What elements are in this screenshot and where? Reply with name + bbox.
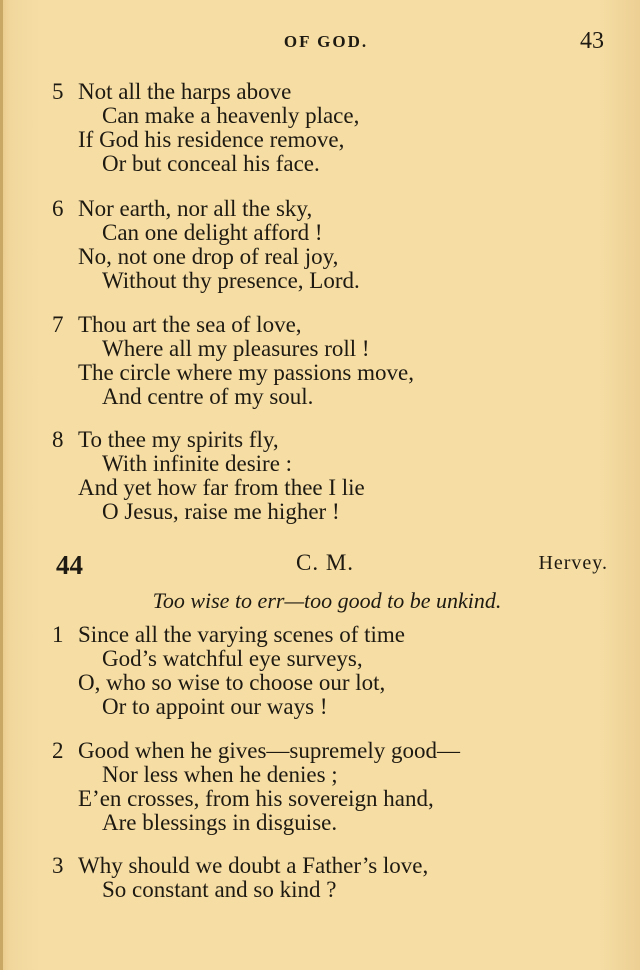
stanza-number: 6	[52, 196, 64, 221]
stanza-number: 8	[52, 427, 64, 452]
stanza-number: 7	[52, 312, 64, 337]
verse-line: Without thy presence, Lord.	[102, 268, 360, 293]
verse-line: Or but conceal his face.	[102, 151, 320, 176]
verse-line: Can make a heavenly place,	[102, 103, 360, 128]
verse-line: If God his residence remove,	[78, 127, 345, 152]
verse-line: Can one delight afford !	[102, 220, 323, 245]
verse-line: Nor earth, nor all the sky,	[78, 196, 313, 221]
verse-line: No, not one drop of real joy,	[78, 244, 339, 269]
stanza-number: 5	[52, 79, 64, 104]
verse-line: O, who so wise to choose our lot,	[78, 670, 386, 695]
verse-line: E’en crosses, from his sovereign hand,	[78, 786, 434, 811]
verse-line: The circle where my passions move,	[78, 360, 414, 385]
running-head-title: OF GOD.	[283, 32, 369, 51]
hymn-meter: C. M.	[296, 550, 355, 575]
verse-line: So constant and so kind ?	[102, 877, 337, 902]
hymn-composer: Hervey.	[538, 552, 608, 574]
verse-line: Not all the harps above	[78, 79, 292, 104]
verse-line: Are blessings in disguise.	[102, 810, 338, 835]
verse-line: Or to appoint our ways !	[102, 694, 328, 719]
verse-line: Since all the varying scenes of time	[78, 622, 406, 647]
verse-line: Where all my pleasures roll !	[102, 336, 370, 361]
verse-line: O Jesus, raise me higher !	[102, 499, 340, 524]
verse-line: And yet how far from thee I lie	[78, 475, 365, 500]
stanza-number: 2	[52, 738, 64, 763]
hymn-heading	[0, 550, 640, 578]
verse-line: Why should we doubt a Father’s love,	[78, 853, 429, 878]
page-edge	[0, 0, 3, 970]
stanza-number: 1	[52, 622, 64, 647]
page-number: 43	[580, 28, 604, 54]
verse-line: Nor less when he denies ;	[102, 762, 338, 787]
stanza-number: 3	[52, 853, 64, 878]
verse-line: God’s watchful eye surveys,	[102, 646, 363, 671]
verse-line: Thou art the sea of love,	[78, 312, 302, 337]
running-head	[0, 28, 640, 60]
verse-line: With infinite desire :	[102, 451, 293, 476]
verse-line: To thee my spirits fly,	[78, 427, 279, 452]
verse-line: And centre of my soul.	[102, 384, 314, 409]
hymn-number: 44	[56, 550, 83, 580]
hymn-epigraph: Too wise to err—too good to be unkind.	[152, 588, 502, 613]
verse-line: Good when he gives—supremely good—	[78, 738, 460, 763]
